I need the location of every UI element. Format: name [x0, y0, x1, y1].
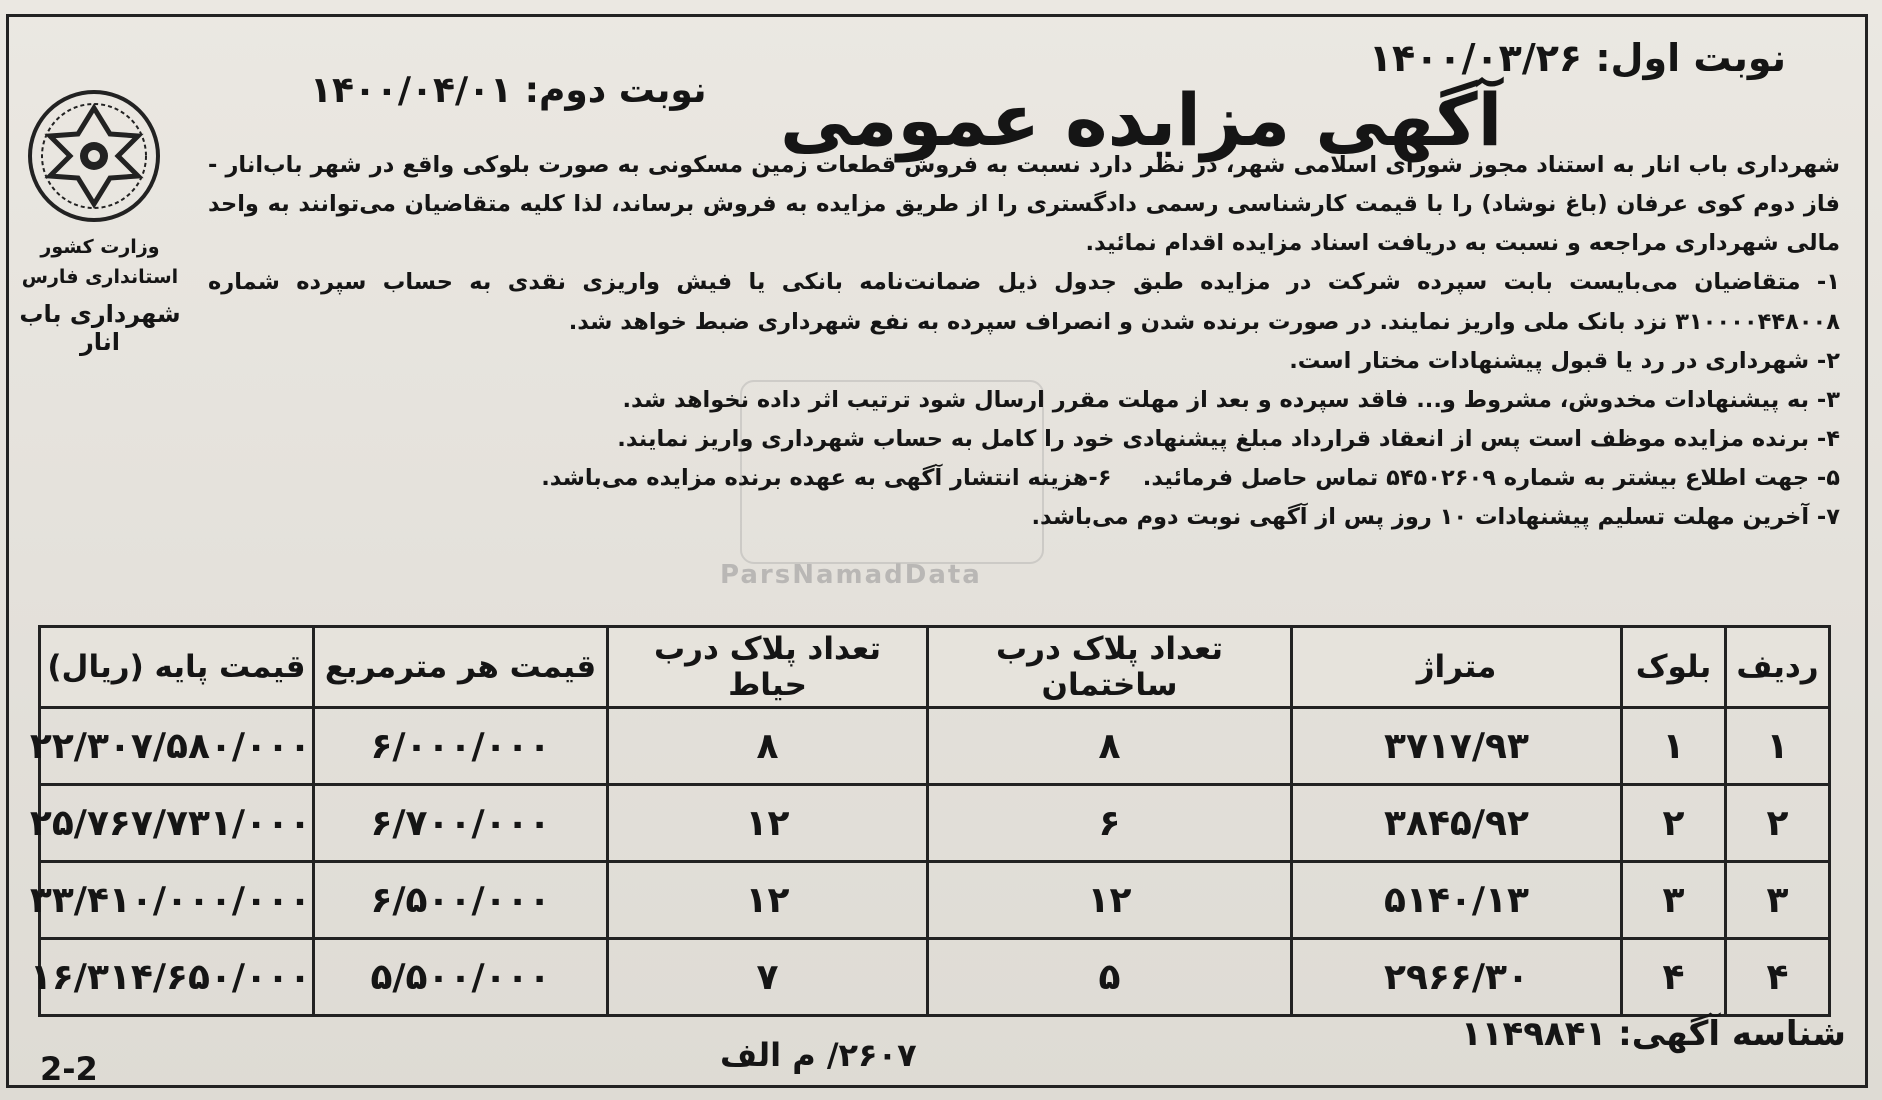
auction-table — [29, 625, 1831, 1017]
table-cell: ۸ — [608, 708, 928, 785]
clause-7: ۷- آخرین مهلت تسلیم پیشنهادات ۱۰ روز پس از آگهی نوبت دوم می‌باشد. — [1031, 504, 1840, 531]
notice-title: آگهی مزایده عمومی — [780, 78, 1503, 162]
ad-identifier: شناسه آگهی: ۱۱۴۹۸۴۱ — [1461, 1014, 1846, 1054]
table-cell: ۲۵/۷۶۷/۷۳۱/۰۰۰ — [40, 785, 314, 862]
table-cell: ۲ — [1726, 785, 1830, 862]
second-issue-date: نوبت دوم: ۱۴۰۰/۰۴/۰۱ — [310, 70, 707, 111]
watermark: ParsNamadData — [720, 560, 982, 590]
table-cell: ۵/۵۰۰/۰۰۰ — [314, 939, 608, 1016]
table-cell: ۱۲ — [928, 862, 1292, 939]
clause-5-6 — [208, 459, 1840, 498]
table-cell: ۱ — [1726, 708, 1830, 785]
intro-paragraph: شهرداری باب انار به استناد مجوز شورای اسلامی شهر، در نظر دارد نسبت به فروش قطعات زمین مسکونی به صورت بلوکی واقع در شهر باب‌انار - فاز دوم کوی عرفان (باغ نوشاد) را با قیمت کارشناسی رسمی دادگستری را از طریق مزایده به فروش برساند، لذا کلیه متقاضیان می‌توانند به واحد مالی شهرداری مراجعه و نسبت به دریافت اسناد مزایده اقدام نمائید. — [208, 152, 1840, 257]
table-row — [40, 862, 1830, 939]
table-cell: ۲۲/۳۰۷/۵۸۰/۰۰۰ — [40, 708, 314, 785]
governorate-label: استانداری فارس — [21, 266, 179, 288]
table-header-row — [40, 627, 1830, 708]
table-row — [40, 785, 1830, 862]
first-issue-date: نوبت اول: ۱۴۰۰/۰۳/۲۶ — [1368, 36, 1786, 80]
table-cell: ۲۹۶۶/۳۰ — [1292, 939, 1622, 1016]
table-cell: ۵۱۴۰/۱۳ — [1292, 862, 1622, 939]
table-cell: ۱۶/۳۱۴/۶۵۰/۰۰۰ — [40, 939, 314, 1016]
table-cell: ۶ — [928, 785, 1292, 862]
clause-3: ۳- به پیشنهادات مخدوش، مشروط و... فاقد سپرده و بعد از مهلت مقرر ارسال شود ترتیب اثر داده نخواهد شد. — [622, 386, 1840, 413]
ministry-label: وزارت کشور — [40, 236, 160, 258]
col-header-block: بلوک — [1622, 627, 1726, 708]
table-cell: ۱ — [1622, 708, 1726, 785]
clause-4: ۴- برنده مزایده موظف است پس از انعقاد قرارداد مبلغ پیشنهادی خود را کامل به حساب شهرداری واریز نمایند. — [617, 425, 1840, 452]
clause-6: ۶-هزینه انتشار آگهی به عهده برنده مزایده می‌باشد. — [541, 465, 1112, 492]
col-header-price-per-sqm: قیمت هر مترمربع — [314, 627, 608, 708]
table-cell: ۵ — [928, 939, 1292, 1016]
page-reference: 2-2 — [40, 1050, 98, 1088]
table-cell: ۶/۰۰۰/۰۰۰ — [314, 708, 608, 785]
table-cell: ۶/۵۰۰/۰۰۰ — [314, 862, 608, 939]
notice-body — [208, 146, 1840, 537]
col-header-yard-plates: تعداد پلاک درب حیاط — [608, 627, 928, 708]
table-cell: ۲ — [1622, 785, 1726, 862]
table-cell: ۴ — [1726, 939, 1830, 1016]
reference-number: ۲۶۰۷/ م الف — [720, 1036, 917, 1074]
table-row — [40, 939, 1830, 1016]
clause-2: ۲- شهرداری در رد یا قبول پیشنهادات مختار است. — [1289, 347, 1840, 374]
table-cell: ۳ — [1622, 862, 1726, 939]
table-cell: ۸ — [928, 708, 1292, 785]
table-cell: ۳۷۱۷/۹۳ — [1292, 708, 1622, 785]
table-row — [40, 708, 1830, 785]
municipality-label: شهرداری باب انار — [19, 300, 181, 356]
table-cell: ۴ — [1622, 939, 1726, 1016]
table-cell: ۱۲ — [608, 862, 928, 939]
col-header-building-plates: تعداد پلاک درب ساختمان — [928, 627, 1292, 708]
clause-1: ۱- متقاضیان می‌بایست بابت سپرده شرکت در مزایده طبق جدول ذیل ضمانت‌نامه بانکی یا فیش واریزی نقدی به حساب سپرده شماره ۳۱۰۰۰۰۴۴۸۰۰۸ نزد بانک ملی واریز نمایند. در صورت برنده شدن و انصراف سپرده به نفع شهرداری ضبط خواهد شد. — [208, 269, 1840, 335]
table-cell: ۶/۷۰۰/۰۰۰ — [314, 785, 608, 862]
table-cell: ۳۳/۴۱۰/۰۰۰/۰۰۰ — [40, 862, 314, 939]
municipality-logo — [24, 86, 164, 226]
clause-5: ۵- جهت اطلاع بیشتر به شماره ۵۴۵۰۲۶۰۹ تماس حاصل فرمائید. — [1142, 465, 1840, 492]
col-header-base-price: قیمت پایه (ریال) — [40, 627, 314, 708]
table-cell: ۳۸۴۵/۹۲ — [1292, 785, 1622, 862]
table-cell: ۳ — [1726, 862, 1830, 939]
col-header-row-number: ردیف — [1726, 627, 1830, 708]
col-header-area: متراژ — [1292, 627, 1622, 708]
table-cell: ۷ — [608, 939, 928, 1016]
table-cell: ۱۲ — [608, 785, 928, 862]
